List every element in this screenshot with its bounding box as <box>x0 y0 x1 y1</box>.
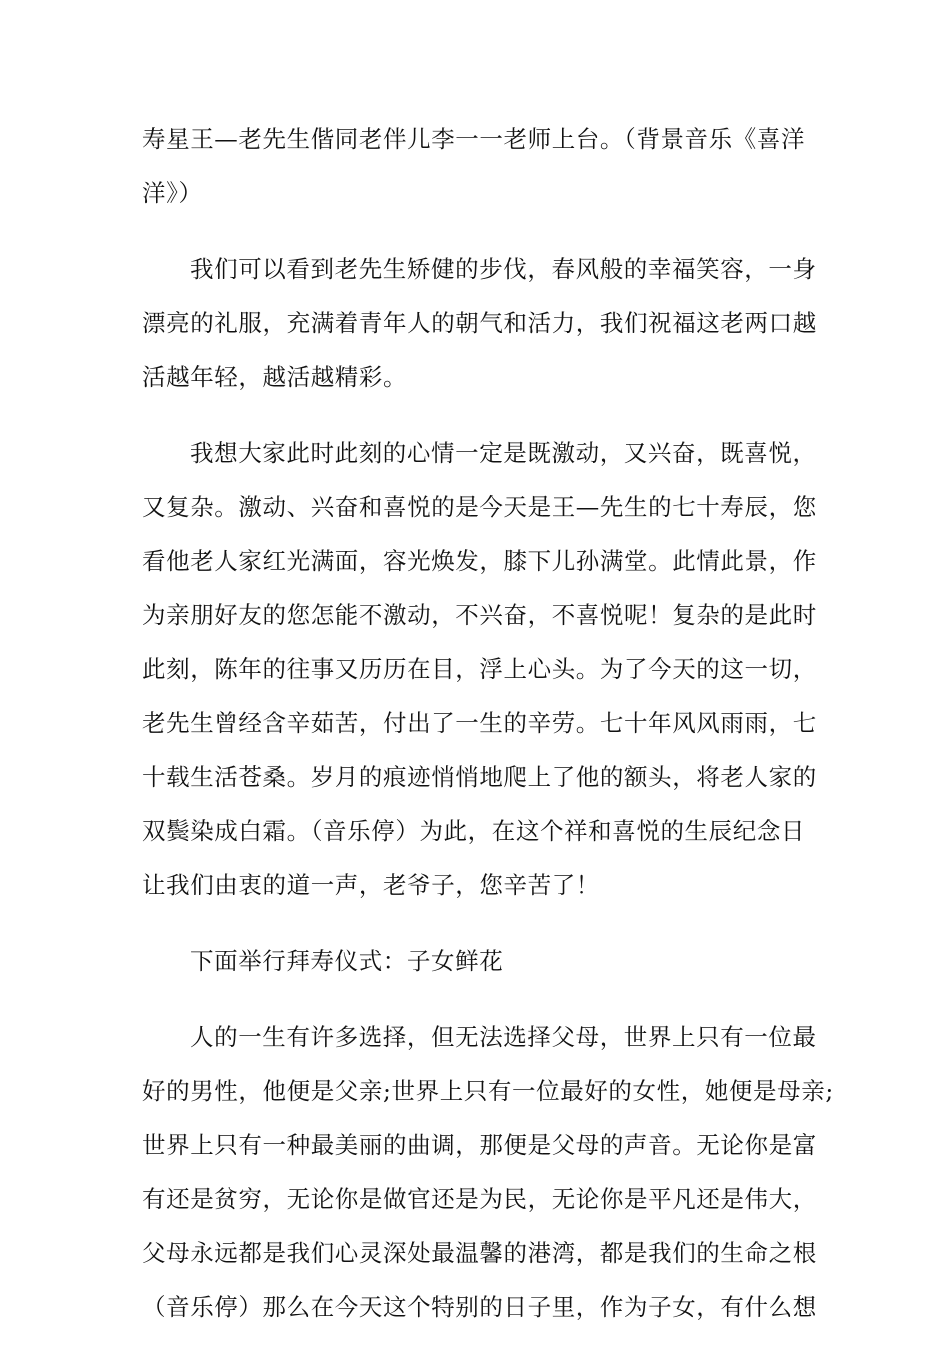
text-line: 让我们由衷的道一声，老爷子，您辛苦了！ <box>142 871 600 899</box>
text-line: 活越年轻，越活越精彩。 <box>142 363 408 391</box>
text-line: 下面举行拜寿仪式：子女鲜花 <box>190 947 504 975</box>
text-line: 寿星王—老先生偕同老伴儿李一一老师上台。（背景音乐《喜洋 <box>142 125 806 153</box>
text-line: 又复杂。激动、兴奋和喜悦的是今天是王—先生的七十寿辰，您 <box>142 493 817 521</box>
text-line: 父母永远都是我们心灵深处最温馨的港湾，都是我们的生命之根 <box>142 1239 817 1267</box>
text-line: （音乐停）那么在今天这个特别的日子里，作为子女，有什么想 <box>142 1293 817 1321</box>
text-line: 漂亮的礼服，充满着青年人的朝气和活力，我们祝福这老两口越 <box>142 309 817 337</box>
text-line: 老先生曾经含辛茹苦，付出了一生的辛劳。七十年风风雨雨，七 <box>142 709 817 737</box>
text-line: 世界上只有一种最美丽的曲调，那便是父母的声音。无论你是富 <box>142 1131 817 1159</box>
paragraph-5 <box>142 1010 834 1334</box>
text-line: 十载生活苍桑。岁月的痕迹悄悄地爬上了他的额头，将老人家的 <box>142 763 817 791</box>
paragraph-1 <box>142 112 822 220</box>
text-line: 我想大家此时此刻的心情一定是既激动，又兴奋，既喜悦， <box>190 439 817 467</box>
paragraph-2 <box>142 242 822 404</box>
text-line: 双鬓染成白霜。（音乐停）为此，在这个祥和喜悦的生辰纪念日 <box>142 817 806 845</box>
text-line: 为亲朋好友的您怎能不激动，不兴奋，不喜悦呢！复杂的是此时 <box>142 601 817 629</box>
text-line: 此刻，陈年的往事又历历在目，浮上心头。为了今天的这一切， <box>142 655 817 683</box>
text-line: 洋》） <box>142 179 203 207</box>
document-body <box>142 112 834 1356</box>
paragraph-3 <box>142 426 822 912</box>
text-line: 人的一生有许多选择，但无法选择父母，世界上只有一位最 <box>190 1023 817 1051</box>
paragraph-4 <box>142 934 822 988</box>
text-line: 我们可以看到老先生矫健的步伐，春风般的幸福笑容，一身 <box>190 255 817 283</box>
text-line: 看他老人家红光满面，容光焕发，膝下儿孙满堂。此情此景，作 <box>142 547 817 575</box>
text-line: 有还是贫穷，无论你是做官还是为民，无论你是平凡还是伟大， <box>142 1185 817 1213</box>
text-line: 好的男性，他便是父亲;世界上只有一位最好的女性，她便是母亲; <box>142 1077 834 1105</box>
